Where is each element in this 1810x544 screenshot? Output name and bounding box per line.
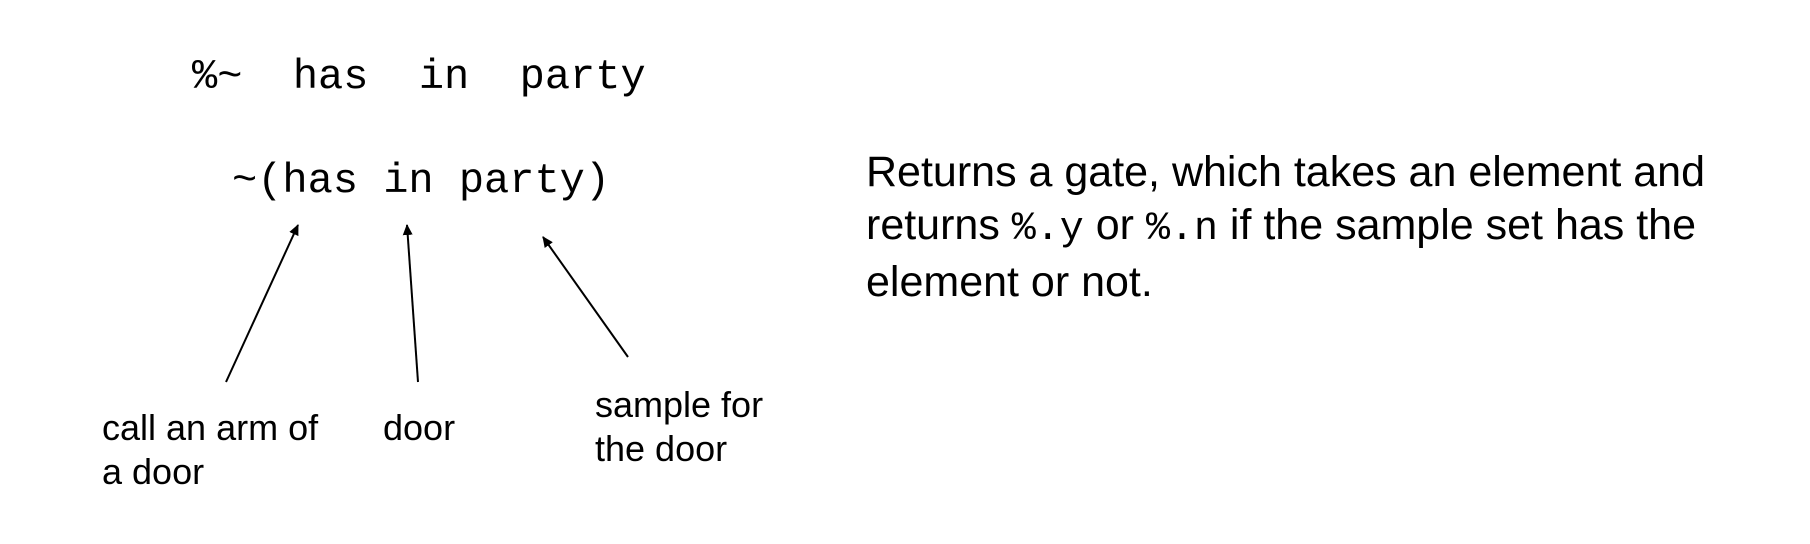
description-part-1: Returns a gate, which takes an element and returns (866, 148, 1706, 249)
description-part-2: or (1083, 201, 1146, 249)
label-call-line-1: call an arm of (102, 407, 319, 448)
arrow-door (407, 225, 418, 382)
label-sample (595, 383, 795, 471)
label-call-line-2: a door (102, 451, 205, 492)
label-sample-line-1: sample for (595, 384, 764, 425)
label-call-arm (102, 406, 362, 494)
description-part-3: if the sample set has the element or not. (866, 201, 1696, 306)
arrow-sample (543, 237, 628, 357)
label-sample-line-2: the door (595, 428, 728, 469)
code-no: %.n (1145, 207, 1218, 252)
arrow-call-arm (226, 225, 298, 382)
label-door: door (383, 407, 456, 448)
description-text (866, 146, 1766, 309)
code-yes: %.y (1011, 207, 1084, 252)
code-line-expanded: ~(has in party) (232, 157, 611, 205)
code-line-rune: %~ has in party (192, 53, 646, 101)
